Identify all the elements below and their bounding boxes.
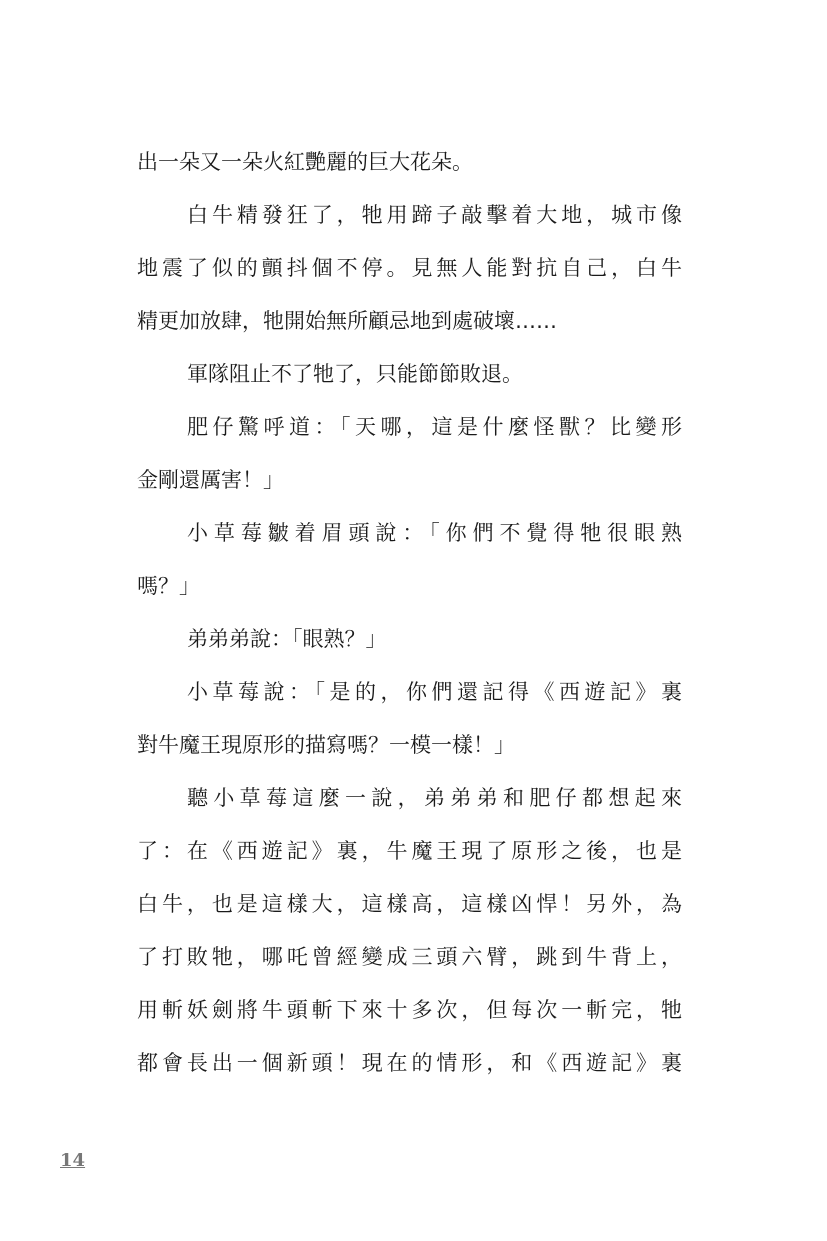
text-line: 嗎？」 <box>137 574 200 598</box>
text-line: 肥仔驚呼道：「天哪，這是什麼怪獸？比變形 <box>187 415 682 439</box>
page-number: 14 <box>60 1150 86 1171</box>
text-line: 軍隊阻止不了牠了，只能節節敗退。 <box>187 362 523 386</box>
text-line: 白牛精發狂了，牠用蹄子敲擊着大地，城市像 <box>187 203 682 227</box>
text-line: 出一朵又一朵火紅艷麗的巨大花朵。 <box>137 150 473 174</box>
text-line: 金剛還厲害！」 <box>137 468 284 492</box>
text-line: 都會長出一個新頭！現在的情形，和《西遊記》裏 <box>137 1051 682 1075</box>
text-line: 弟弟弟說：「眼熟？」 <box>187 627 387 651</box>
text-line: 對牛魔王現原形的描寫嗎？一模一樣！」 <box>137 733 515 757</box>
text-line: 聽小草莓這麼一說，弟弟弟和肥仔都想起來 <box>187 786 682 810</box>
text-line: 小草莓說：「是的，你們還記得《西遊記》裏 <box>187 680 682 704</box>
text-line: 了打敗牠，哪吒曾經變成三頭六臂，跳到牛背上， <box>137 945 682 969</box>
text-line: 用斬妖劍將牛頭斬下來十多次，但每次一斬完，牠 <box>137 998 682 1022</box>
text-line: 白牛，也是這樣大，這樣高，這樣凶悍！另外，為 <box>137 892 682 916</box>
body-text <box>137 136 682 1090</box>
text-line: 小草莓皺着眉頭說：「你們不覺得牠很眼熟 <box>187 521 682 545</box>
text-line: 了：在《西遊記》裏，牛魔王現了原形之後，也是 <box>137 839 682 863</box>
text-line: 精更加放肆，牠開始無所顧忌地到處破壞…… <box>137 309 557 333</box>
text-line: 地震了似的顫抖個不停。見無人能對抗自己，白牛 <box>137 256 682 280</box>
